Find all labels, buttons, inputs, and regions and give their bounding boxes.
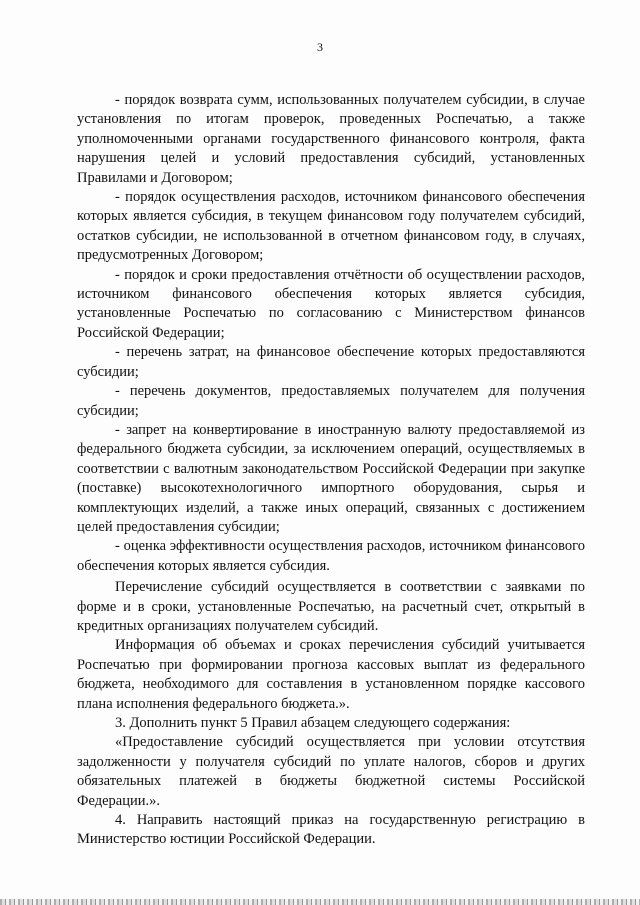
paragraph-cost-list: - перечень затрат, на финансовое обеспечение которых предоставляются субсидии; xyxy=(77,344,585,380)
paragraph-efficiency-assessment: - оценка эффективности осуществления расходов, источником финансового обеспечения которых является субсидия. xyxy=(77,538,585,574)
paragraph-item-4: 4. Направить настоящий приказ на государственную регистрацию в Министерство юстиции Российской Федерации. xyxy=(77,812,585,848)
paragraph-expenditure-procedure: - порядок осуществления расходов, источником финансового обеспечения которых является субсидия, в текущем финансовом году получателем субсидий, остатков субсидии, не использованной в отчетном финансовом году, в случаях, предусмотренных Договором; xyxy=(77,189,585,264)
paragraph-subsidy-transfer: Перечисление субсидий осуществляется в соответствии с заявками по форме и в сроки, установленные Роспечатью, на расчетный счет, открытый в кредитных организациях получателем субсидий. xyxy=(77,579,585,634)
paragraph-transfer-information: Информация об объемах и сроках перечисления субсидий учитывается Роспечатью при формировании прогноза кассовых выплат из федерального бюджета, необходимого для составления в установленном порядке кассового плана исполнения федерального бюджета.». xyxy=(77,637,585,712)
paragraph-refund-procedure: - порядок возврата сумм, использованных получателем субсидии, в случае установления по итогам проверок, проведенных Роспечатью, а также уполномоченными органами государственного финансового контроля, факта нарушения целей и условий предоставления субсидий, установленных Правилами и Договором; xyxy=(77,92,585,186)
page-number: 3 xyxy=(317,40,323,54)
paragraph-currency-ban: - запрет на конвертирование в иностранную валюту предоставляемой из федерального бюджета субсидии, за исключением операций, осуществляемых в соответствии с валютным законодательством Российской Федерации при закупке (поставке) высокотехнологичного импортного оборудования, сырья и комплектующих изделий, а также иных операций, связанных с достижением целей предоставления субсидии; xyxy=(77,421,585,535)
scan-edge-artifact xyxy=(0,899,640,905)
paragraph-item-3: 3. Дополнить пункт 5 Правил абзацем следующего содержания: xyxy=(115,715,511,731)
paragraph-document-list: - перечень документов, предоставляемых получателем для получения субсидии; xyxy=(77,383,585,419)
paragraph-reporting-procedure: - порядок и сроки предоставления отчётности об осуществлении расходов, источником финансового обеспечения которых является субсидия, установленные Роспечатью по согласованию с Министерством финансов Российской Федерации; xyxy=(77,266,585,341)
document-body xyxy=(77,91,585,850)
paragraph-quoted-addition: «Предоставление субсидий осуществляется при условии отсутствия задолженности у получателя субсидий по уплате налогов, сборов и других обязательных платежей в бюджеты бюджетной системы Российской Федерации.». xyxy=(77,734,585,809)
